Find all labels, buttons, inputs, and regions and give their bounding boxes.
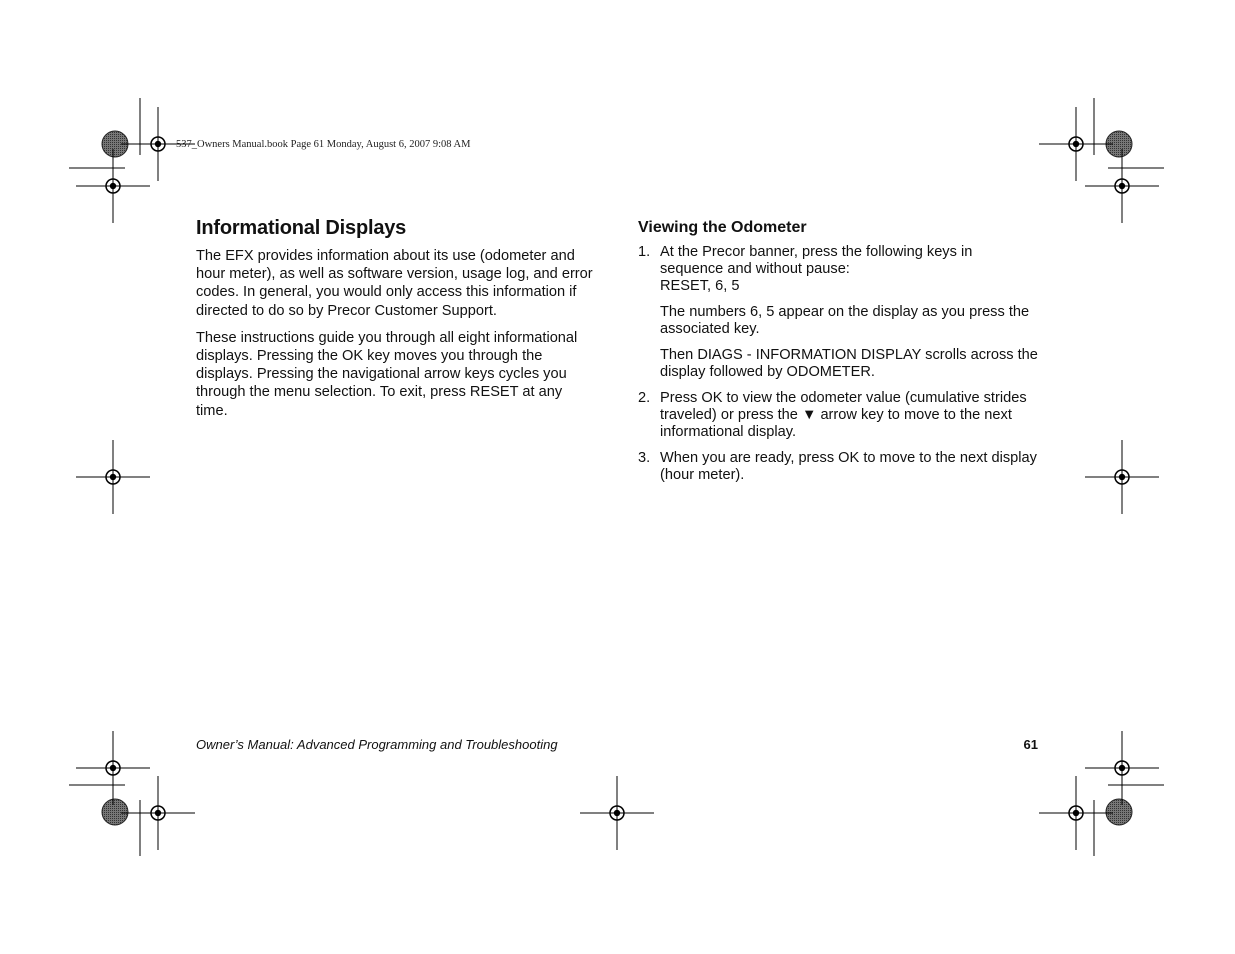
registration-mark-icon xyxy=(76,731,150,805)
list-item xyxy=(638,390,1038,441)
step-number: 3. xyxy=(638,450,651,466)
starburst-icon xyxy=(1106,799,1132,825)
step-text: At the Precor banner, press the following keys in sequence and without pause: xyxy=(660,244,973,277)
intro-paragraph: The EFX provides information about its use (odometer and hour meter), as well as software version, usage log, and error codes. In general, you would only access this information if directed to do so by Precor Customer Support. xyxy=(196,248,593,319)
subsection-title: Viewing the Odometer xyxy=(638,219,807,236)
registration-mark-icon xyxy=(76,440,150,514)
registration-mark-icon xyxy=(580,776,654,850)
step-note: The numbers 6, 5 appear on the display as you press the associated key. xyxy=(660,304,1030,337)
registration-mark-icon xyxy=(1085,731,1159,805)
registration-mark-icon xyxy=(1085,149,1159,223)
steps-list xyxy=(638,244,1038,493)
step-text: When you are ready, press OK to move to the next display (hour meter). xyxy=(660,450,1037,483)
left-column xyxy=(196,247,596,429)
registration-mark-icon xyxy=(1039,776,1113,850)
registration-mark-icon xyxy=(1039,107,1113,181)
footer-title: Owner’s Manual: Advanced Programming and Troubleshooting xyxy=(196,737,558,752)
starburst-icon xyxy=(102,799,128,825)
print-slug: 537_Owners Manual.book Page 61 Monday, August 6, 2007 9:08 AM xyxy=(176,139,471,150)
step-text: Press OK to view the odometer value (cumulative strides traveled) or press the ▼ arrow key to move to the next informational display. xyxy=(660,390,1027,440)
registration-mark-icon xyxy=(1085,440,1159,514)
list-item xyxy=(638,244,1038,381)
list-item xyxy=(638,450,1038,484)
step-number: 2. xyxy=(638,390,651,406)
instructions-paragraph: These instructions guide you through all eight informational displays. Pressing the OK key moves you through the displays. Pressing the navigational arrow keys cycles you through the menu selection. To exit, press RESET at any time. xyxy=(196,329,578,419)
registration-mark-icon xyxy=(121,776,195,850)
step-number: 1. xyxy=(638,244,651,260)
registration-mark-icon xyxy=(76,149,150,223)
key-sequence: RESET, 6, 5 xyxy=(660,278,740,294)
step-note: Then DIAGS - INFORMATION DISPLAY scrolls across the display followed by ODOMETER. xyxy=(660,347,1038,380)
section-title: Informational Displays xyxy=(196,217,407,239)
page-number: 61 xyxy=(1023,737,1038,752)
